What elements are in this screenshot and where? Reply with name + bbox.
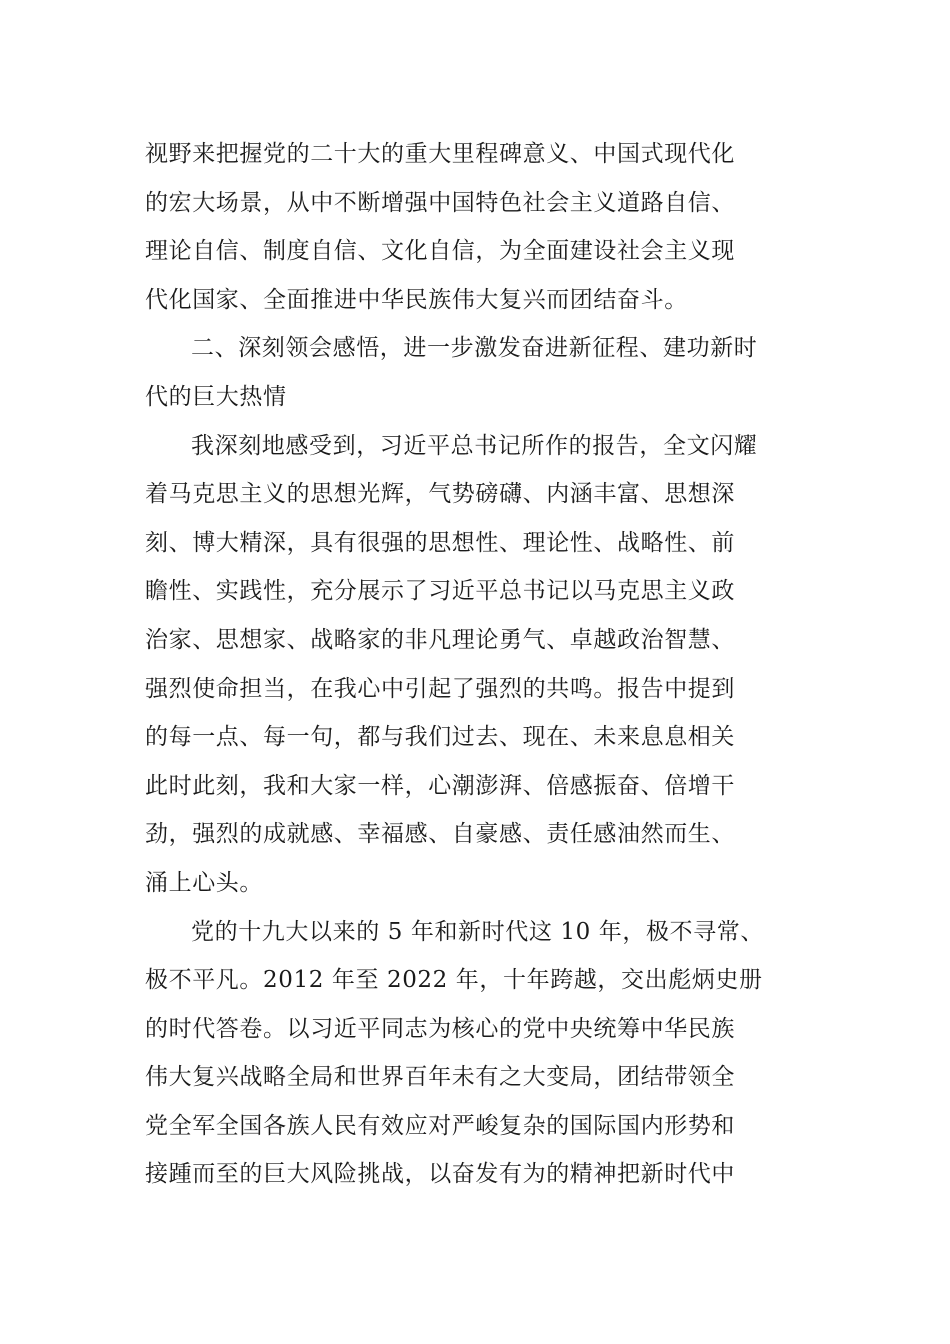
text-line: 劲，强烈的成就感、幸福感、自豪感、责任感油然而生、 xyxy=(145,821,735,848)
text-line: 理论自信、制度自信、文化自信，为全面建设社会主义现 xyxy=(145,238,735,265)
section-heading-line: 二、深刻领会感悟，进一步激发奋进新征程、建功新时 xyxy=(191,335,758,362)
text-line: 接踵而至的巨大风险挑战，以奋发有为的精神把新时代中 xyxy=(145,1161,735,1188)
text-line: 瞻性、实践性，充分展示了习近平总书记以马克思主义政 xyxy=(145,578,735,605)
text-line: 此时此刻，我和大家一样，心潮澎湃、倍感振奋、倍增干 xyxy=(145,772,735,799)
text-line: 伟大复兴战略全局和世界百年未有之大变局，团结带领全 xyxy=(145,1064,735,1091)
paragraph-first-line: 党的十九大以来的 5 年和新时代这 10 年，极不寻常、 xyxy=(191,918,764,945)
document-body xyxy=(145,130,815,1199)
text-line: 强烈使命担当，在我心中引起了强烈的共鸣。报告中提到 xyxy=(145,675,735,702)
text-line: 治家、思想家、战略家的非凡理论勇气、卓越政治智慧、 xyxy=(145,626,735,653)
text-line: 视野来把握党的二十大的重大里程碑意义、中国式现代化 xyxy=(145,141,735,167)
text-line: 党全军全国各族人民有效应对严峻复杂的国际国内形势和 xyxy=(145,1112,735,1139)
text-line: 代化国家、全面推进中华民族伟大复兴而团结奋斗。 xyxy=(145,286,688,313)
text-line: 的时代答卷。以习近平同志为核心的党中央统筹中华民族 xyxy=(145,1015,735,1042)
paragraph-first-line: 我深刻地感受到，习近平总书记所作的报告，全文闪耀 xyxy=(191,432,758,459)
text-line: 刻、博大精深，具有很强的思想性、理论性、战略性、前 xyxy=(145,529,735,556)
text-line: 极不平凡。2012 年至 2022 年，十年跨越，交出彪炳史册 xyxy=(145,967,763,994)
section-heading-line: 代的巨大热情 xyxy=(145,383,287,410)
text-line: 的宏大场景，从中不断增强中国特色社会主义道路自信、 xyxy=(145,189,735,216)
text-line: 涌上心头。 xyxy=(145,869,263,896)
text-line: 的每一点、每一句，都与我们过去、现在、未来息息相关 xyxy=(145,724,735,751)
text-line: 着马克思主义的思想光辉，气势磅礴、内涵丰富、思想深 xyxy=(145,481,735,508)
